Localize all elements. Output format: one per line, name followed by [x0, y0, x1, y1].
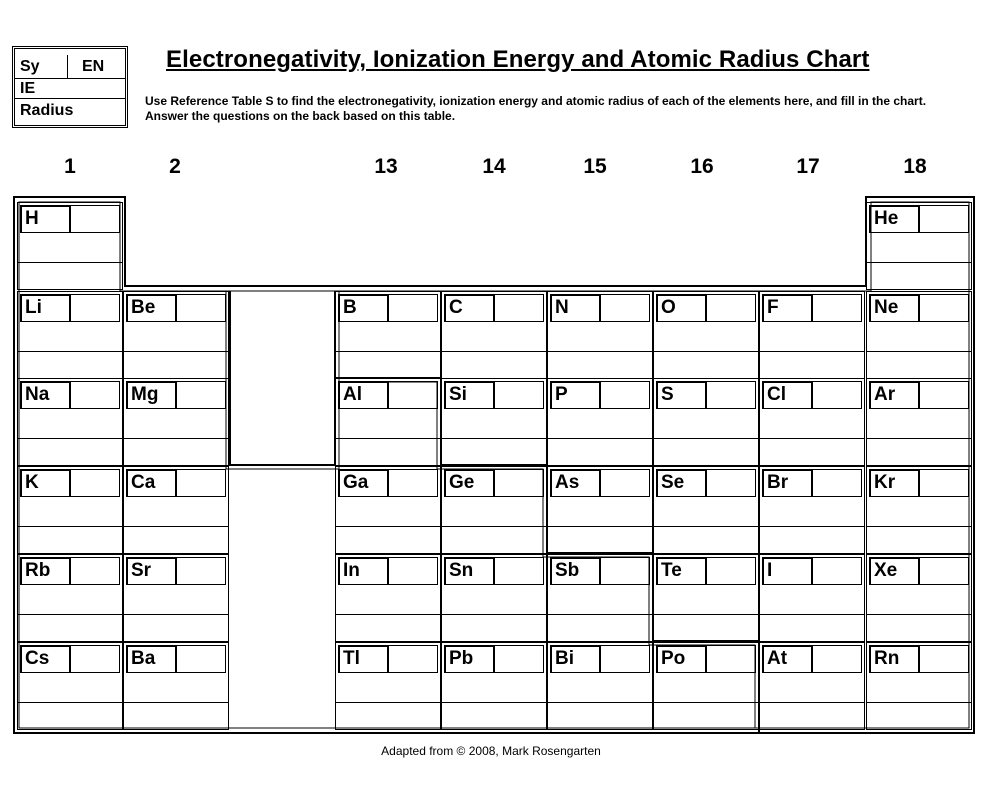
ionization-energy-field[interactable] [336, 409, 440, 439]
electronegativity-field[interactable] [176, 557, 226, 585]
element-cell-ba[interactable] [123, 642, 229, 730]
electronegativity-field[interactable] [919, 205, 969, 233]
atomic-radius-field[interactable] [18, 262, 122, 291]
atomic-radius-field[interactable] [124, 614, 228, 643]
atomic-radius-field[interactable] [654, 526, 758, 555]
element-cell-p[interactable] [547, 378, 653, 466]
element-symbol: F [762, 294, 812, 322]
ionization-energy-field[interactable] [124, 497, 228, 527]
atomic-radius-field[interactable] [548, 702, 652, 731]
electronegativity-field[interactable] [494, 381, 544, 409]
electronegativity-field[interactable] [176, 294, 226, 322]
electronegativity-field[interactable] [494, 469, 544, 497]
ionization-energy-field[interactable] [18, 585, 122, 615]
electronegativity-field[interactable] [176, 381, 226, 409]
electronegativity-field[interactable] [812, 294, 862, 322]
element-symbol: N [550, 294, 600, 322]
element-symbol: Br [762, 469, 812, 497]
atomic-radius-field[interactable] [654, 614, 758, 643]
ionization-energy-field[interactable] [442, 497, 546, 527]
ionization-energy-field[interactable] [548, 497, 652, 527]
atomic-radius-field[interactable] [336, 614, 440, 643]
atomic-radius-field[interactable] [867, 702, 971, 731]
ionization-energy-field[interactable] [442, 322, 546, 352]
electronegativity-field[interactable] [706, 469, 756, 497]
element-symbol: B [338, 294, 388, 322]
electronegativity-field[interactable] [176, 469, 226, 497]
atomic-radius-field[interactable] [336, 526, 440, 555]
element-symbol: Na [20, 381, 70, 409]
element-cell-b[interactable] [335, 291, 441, 379]
atomic-radius-field[interactable] [867, 526, 971, 555]
element-cell-f[interactable] [759, 291, 865, 379]
electronegativity-field[interactable] [494, 557, 544, 585]
ionization-energy-field[interactable] [124, 322, 228, 352]
ionization-energy-field[interactable] [18, 322, 122, 352]
element-symbol: As [550, 469, 600, 497]
atomic-radius-field[interactable] [760, 614, 864, 643]
atomic-radius-field[interactable] [124, 351, 228, 380]
element-symbol: Pb [444, 645, 494, 673]
element-cell-i[interactable] [759, 554, 865, 642]
element-symbol: C [444, 294, 494, 322]
element-cell-o[interactable] [653, 291, 759, 379]
element-symbol: Al [338, 381, 388, 409]
ionization-energy-field[interactable] [654, 497, 758, 527]
atomic-radius-field[interactable] [760, 438, 864, 467]
ionization-energy-field[interactable] [336, 673, 440, 703]
atomic-radius-field[interactable] [760, 702, 864, 731]
element-symbol: Ne [869, 294, 919, 322]
electronegativity-field[interactable] [70, 645, 120, 673]
ionization-energy-field[interactable] [867, 585, 971, 615]
ionization-energy-field[interactable] [867, 497, 971, 527]
group-number-1: 1 [64, 155, 76, 178]
ionization-energy-field[interactable] [654, 322, 758, 352]
group-number-17: 17 [796, 155, 820, 178]
element-symbol: Ga [338, 469, 388, 497]
element-symbol: O [656, 294, 706, 322]
ionization-energy-field[interactable] [336, 585, 440, 615]
ionization-energy-field[interactable] [548, 673, 652, 703]
element-symbol: In [338, 557, 388, 585]
electronegativity-field[interactable] [600, 557, 650, 585]
element-symbol: Ar [869, 381, 919, 409]
ionization-energy-field[interactable] [442, 409, 546, 439]
element-symbol: At [762, 645, 812, 673]
element-symbol: P [550, 381, 600, 409]
atomic-radius-field[interactable] [124, 526, 228, 555]
element-cell-be[interactable] [123, 291, 229, 379]
element-symbol: Rb [20, 557, 70, 585]
ionization-energy-field[interactable] [336, 497, 440, 527]
electronegativity-field[interactable] [812, 557, 862, 585]
atomic-radius-field[interactable] [336, 438, 440, 467]
electronegativity-field[interactable] [600, 645, 650, 673]
atomic-radius-field[interactable] [654, 438, 758, 467]
element-symbol: Be [126, 294, 176, 322]
element-cell-xe[interactable] [866, 554, 972, 642]
ionization-energy-field[interactable] [18, 673, 122, 703]
ionization-energy-field[interactable] [548, 585, 652, 615]
electronegativity-field[interactable] [600, 469, 650, 497]
ionization-energy-field[interactable] [442, 673, 546, 703]
element-cell-ar[interactable] [866, 378, 972, 466]
element-cell-n[interactable] [547, 291, 653, 379]
element-symbol: Se [656, 469, 706, 497]
group-number-15: 15 [583, 155, 607, 178]
ionization-energy-field[interactable] [124, 673, 228, 703]
group-number-14: 14 [482, 155, 506, 178]
element-cell-pb[interactable] [441, 642, 547, 730]
element-cell-sn[interactable] [441, 554, 547, 642]
legend-en: EN [67, 55, 104, 78]
element-symbol: K [20, 469, 70, 497]
atomic-radius-field[interactable] [867, 351, 971, 380]
atomic-radius-field[interactable] [18, 614, 122, 643]
element-cell-mg[interactable] [123, 378, 229, 466]
legend-radius: Radius [20, 102, 74, 119]
ionization-energy-field[interactable] [442, 585, 546, 615]
atomic-radius-field[interactable] [442, 702, 546, 731]
element-symbol: Ge [444, 469, 494, 497]
electronegativity-field[interactable] [812, 469, 862, 497]
atomic-radius-field[interactable] [867, 614, 971, 643]
atomic-radius-field[interactable] [18, 438, 122, 467]
element-cell-se[interactable] [653, 466, 759, 554]
ionization-energy-field[interactable] [654, 673, 758, 703]
element-cell-cs[interactable] [17, 642, 123, 730]
element-cell-al[interactable] [335, 378, 441, 466]
ionization-energy-field[interactable] [336, 322, 440, 352]
electronegativity-field[interactable] [812, 645, 862, 673]
element-symbol: I [762, 557, 812, 585]
ionization-energy-field[interactable] [867, 409, 971, 439]
electronegativity-field[interactable] [706, 557, 756, 585]
element-symbol: Bi [550, 645, 600, 673]
element-cell-ne[interactable] [866, 291, 972, 379]
element-cell-he[interactable] [866, 202, 972, 290]
ionization-energy-field[interactable] [654, 585, 758, 615]
ionization-energy-field[interactable] [760, 585, 864, 615]
legend-ie: IE [15, 79, 125, 99]
atomic-radius-field[interactable] [336, 351, 440, 380]
element-cell-na[interactable] [17, 378, 123, 466]
ionization-energy-field[interactable] [124, 585, 228, 615]
electronegativity-field[interactable] [494, 645, 544, 673]
electronegativity-field[interactable] [176, 645, 226, 673]
electronegativity-field[interactable] [70, 205, 120, 233]
atomic-radius-field[interactable] [18, 526, 122, 555]
element-cell-bi[interactable] [547, 642, 653, 730]
group-number-16: 16 [690, 155, 714, 178]
element-cell-s[interactable] [653, 378, 759, 466]
element-cell-as[interactable] [547, 466, 653, 554]
element-cell-rn[interactable] [866, 642, 972, 730]
element-symbol: Rn [869, 645, 919, 673]
element-cell-sr[interactable] [123, 554, 229, 642]
electronegativity-field[interactable] [600, 294, 650, 322]
element-cell-ge[interactable] [441, 466, 547, 554]
element-cell-tl[interactable] [335, 642, 441, 730]
electronegativity-field[interactable] [388, 294, 438, 322]
ionization-energy-field[interactable] [18, 497, 122, 527]
element-symbol: H [20, 205, 70, 233]
element-symbol: Tl [338, 645, 388, 673]
page-title: Electronegativity, Ionization Energy and Atomic Radius Chart [166, 46, 870, 73]
element-cell-in[interactable] [335, 554, 441, 642]
ionization-energy-field[interactable] [760, 409, 864, 439]
element-cell-at[interactable] [759, 642, 865, 730]
element-cell-rb[interactable] [17, 554, 123, 642]
element-symbol: Sr [126, 557, 176, 585]
element-symbol: Sn [444, 557, 494, 585]
element-cell-sb[interactable] [547, 554, 653, 642]
element-symbol: Si [444, 381, 494, 409]
element-symbol: Cs [20, 645, 70, 673]
ionization-energy-field[interactable] [867, 233, 971, 263]
element-symbol: Cl [762, 381, 812, 409]
group-number-2: 2 [169, 155, 181, 178]
element-symbol: Li [20, 294, 70, 322]
electronegativity-field[interactable] [600, 381, 650, 409]
electronegativity-field[interactable] [812, 381, 862, 409]
atomic-radius-field[interactable] [18, 702, 122, 731]
ionization-energy-field[interactable] [548, 322, 652, 352]
element-symbol: Ca [126, 469, 176, 497]
element-cell-po[interactable] [653, 642, 759, 730]
atomic-radius-field[interactable] [336, 702, 440, 731]
electronegativity-field[interactable] [388, 381, 438, 409]
electronegativity-field[interactable] [70, 381, 120, 409]
element-cell-k[interactable] [17, 466, 123, 554]
atomic-radius-field[interactable] [654, 351, 758, 380]
electronegativity-field[interactable] [494, 294, 544, 322]
electronegativity-field[interactable] [706, 645, 756, 673]
element-cell-te[interactable] [653, 554, 759, 642]
ionization-energy-field[interactable] [548, 409, 652, 439]
group-number-13: 13 [374, 155, 398, 178]
instructions: Use Reference Table S to find the electronegativity, ionization energy and atomic radius of each of the elements here, and fill in the chart. Answer the questions on the back based on this table. [145, 94, 927, 123]
element-cell-si[interactable] [441, 378, 547, 466]
element-cell-h[interactable] [17, 202, 123, 290]
ionization-energy-field[interactable] [124, 409, 228, 439]
electronegativity-field[interactable] [919, 294, 969, 322]
element-cell-cl[interactable] [759, 378, 865, 466]
atomic-radius-field[interactable] [760, 526, 864, 555]
electronegativity-field[interactable] [919, 557, 969, 585]
atomic-radius-field[interactable] [18, 351, 122, 380]
element-cell-br[interactable] [759, 466, 865, 554]
electronegativity-field[interactable] [919, 381, 969, 409]
atomic-radius-field[interactable] [548, 526, 652, 555]
electronegativity-field[interactable] [70, 294, 120, 322]
ionization-energy-field[interactable] [760, 322, 864, 352]
atomic-radius-field[interactable] [760, 351, 864, 380]
electronegativity-field[interactable] [70, 557, 120, 585]
ionization-energy-field[interactable] [867, 322, 971, 352]
ionization-energy-field[interactable] [760, 673, 864, 703]
ionization-energy-field[interactable] [867, 673, 971, 703]
element-symbol: Te [656, 557, 706, 585]
element-cell-ca[interactable] [123, 466, 229, 554]
atomic-radius-field[interactable] [548, 438, 652, 467]
atomic-radius-field[interactable] [867, 262, 971, 291]
element-symbol: Kr [869, 469, 919, 497]
element-symbol: Ba [126, 645, 176, 673]
atomic-radius-field[interactable] [124, 438, 228, 467]
group-number-18: 18 [903, 155, 927, 178]
element-cell-ga[interactable] [335, 466, 441, 554]
electronegativity-field[interactable] [919, 469, 969, 497]
ionization-energy-field[interactable] [760, 497, 864, 527]
electronegativity-field[interactable] [919, 645, 969, 673]
element-symbol: Sb [550, 557, 600, 585]
electronegativity-field[interactable] [706, 294, 756, 322]
element-cell-kr[interactable] [866, 466, 972, 554]
atomic-radius-field[interactable] [654, 702, 758, 731]
element-symbol: S [656, 381, 706, 409]
legend-symbol: Sy [20, 58, 40, 75]
electronegativity-field[interactable] [70, 469, 120, 497]
atomic-radius-field[interactable] [442, 438, 546, 467]
electronegativity-field[interactable] [706, 381, 756, 409]
atomic-radius-field[interactable] [442, 614, 546, 643]
electronegativity-field[interactable] [388, 645, 438, 673]
footer-credit: Adapted from © 2008, Mark Rosengarten [381, 744, 601, 758]
element-symbol: He [869, 205, 919, 233]
electronegativity-field[interactable] [388, 469, 438, 497]
ionization-energy-field[interactable] [654, 409, 758, 439]
atomic-radius-field[interactable] [442, 351, 546, 380]
element-symbol: Po [656, 645, 706, 673]
element-cell-c[interactable] [441, 291, 547, 379]
ionization-energy-field[interactable] [18, 233, 122, 263]
atomic-radius-field[interactable] [548, 351, 652, 380]
ionization-energy-field[interactable] [18, 409, 122, 439]
atomic-radius-field[interactable] [867, 438, 971, 467]
electronegativity-field[interactable] [388, 557, 438, 585]
element-symbol: Mg [126, 381, 176, 409]
atomic-radius-field[interactable] [442, 526, 546, 555]
element-symbol: Xe [869, 557, 919, 585]
element-cell-li[interactable] [17, 291, 123, 379]
atomic-radius-field[interactable] [124, 702, 228, 731]
atomic-radius-field[interactable] [548, 614, 652, 643]
